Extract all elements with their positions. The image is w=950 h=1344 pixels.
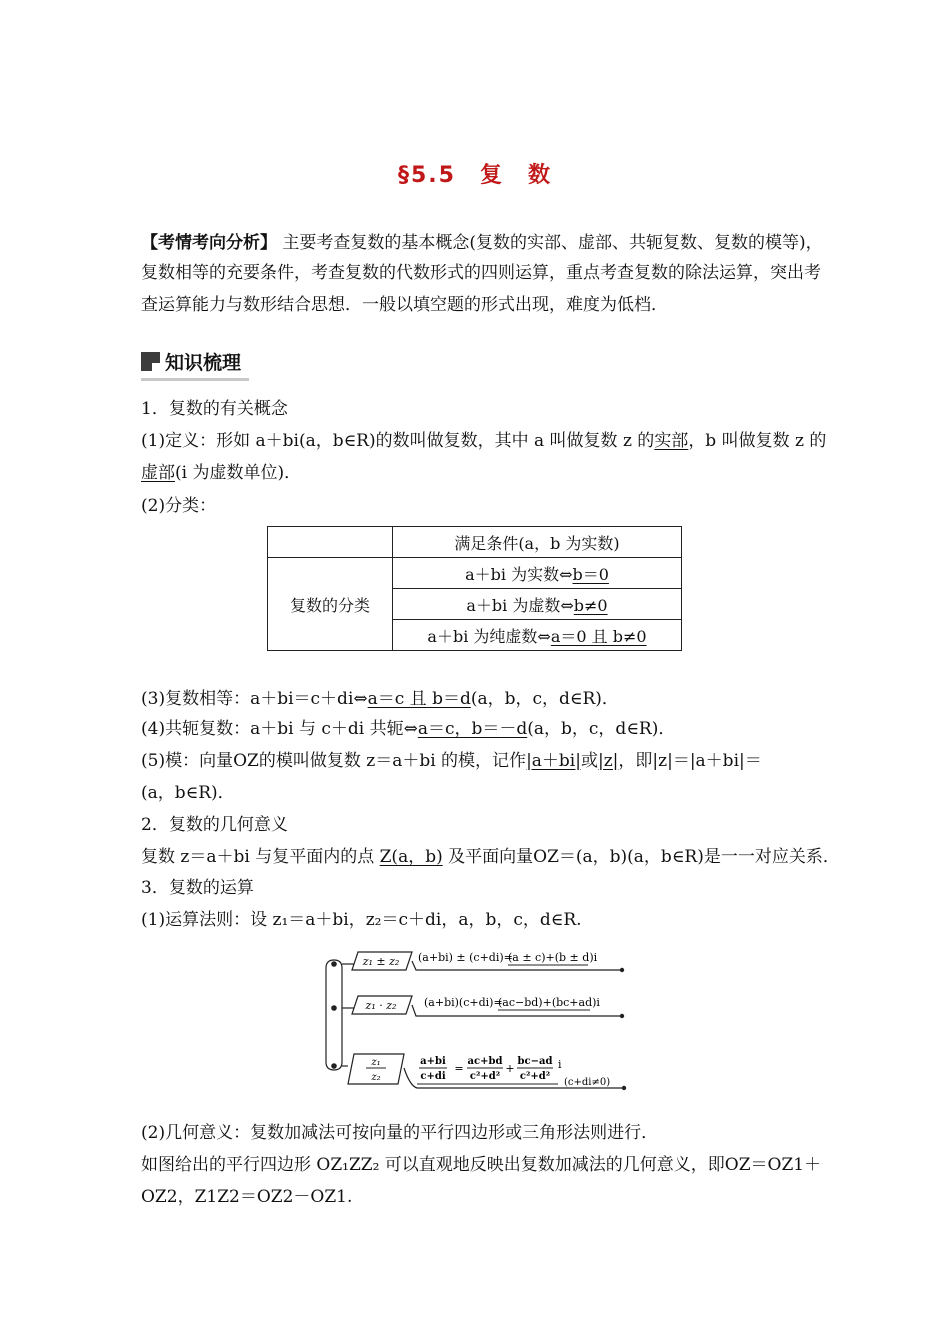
table-row (393, 620, 682, 651)
end-dot (620, 1014, 624, 1018)
s2-text (141, 846, 840, 868)
conj-text-b: (a，b，c，d∈R)． (527, 719, 676, 739)
op-sum: z₁ ± z₂ (362, 955, 400, 968)
f3-d2: c²+d² (519, 1071, 551, 1082)
f3-n2: bc−ad (517, 1056, 553, 1067)
f3-d1: c²+d² (469, 1071, 501, 1082)
conj-text-a: (4)共轭复数：a＋bi 与 c＋di 共轭⇔ (141, 719, 418, 739)
row-prefix: a＋bi 为虚数⇔ (466, 595, 574, 615)
table-row (393, 558, 682, 589)
s1-definition-cont (141, 462, 301, 484)
mod-or: 或 (580, 751, 598, 771)
s3-geo-3: OZ2，Z1Z2＝OZ2－OZ1. (141, 1187, 353, 1207)
op-product: z₁ · z₂ (365, 999, 397, 1012)
def-real-part: 实部 (654, 431, 689, 451)
s2-heading: 2．复数的几何意义 (141, 815, 288, 835)
conj-cond: a＝c，b＝－d (417, 719, 528, 739)
s1-definition (141, 430, 826, 452)
def-text-c: (i 为虚数单位)． (175, 463, 302, 483)
s3-heading: 3．复数的运算 (141, 878, 254, 898)
formula-1a: (a+bi) ± (c+di)= (418, 951, 513, 964)
mod-notation-2: |z| (597, 751, 619, 771)
s2-point: Z(a，b) (379, 847, 443, 867)
eq-text-b: (a，b，c，d∈R)． (470, 689, 619, 709)
analysis-line-1 (141, 232, 823, 254)
f3-den: c+di (420, 1071, 446, 1082)
section-heading-text: 知识梳理 (165, 352, 242, 374)
s1-equality (141, 688, 619, 710)
f3-plus: + (505, 1062, 515, 1075)
s1-modulus (141, 750, 762, 772)
row-cond: b≠0 (573, 595, 608, 615)
table-row (393, 589, 682, 620)
s1-conjugate (141, 718, 675, 740)
bullet-dot (331, 1005, 337, 1011)
analysis-line-3: 查运算能力与数形结合思想．一般以填空题的形式出现，难度为低档． (141, 295, 668, 315)
f3-i: i (558, 1058, 562, 1071)
s1-classify: (2)分类： (141, 496, 217, 516)
end-dot (622, 1086, 626, 1090)
s1-modulus-cont: (a，b∈R)． (141, 783, 235, 803)
analysis-text-1: 主要考查复数的基本概念(复数的实部、虚部、共轭复数、复数的模等)， (282, 233, 823, 253)
mod-notation-1: |a＋bi| (526, 751, 581, 771)
formula-1b: (a ± c)+(b ± d)i (508, 951, 598, 964)
f3-n1: ac+bd (467, 1056, 503, 1067)
eq-text-a: (3)复数相等：a＋bi＝c＋di⇔ (141, 689, 368, 709)
op-quot-den: z₂ (371, 1072, 381, 1083)
bullet-dot (331, 1063, 337, 1069)
s2-text-a: 复数 z＝a＋bi 与复平面内的点 (141, 847, 380, 867)
f3-equals: = (454, 1062, 464, 1075)
s3-geo-2: 如图给出的平行四边形 OZ₁ZZ₂ 可以直观地反映出复数加减法的几何意义，即OZ＝OZ1＋ (141, 1155, 822, 1175)
f3-cond: (c+di≠0) (564, 1077, 611, 1088)
row-cond: b＝0 (572, 564, 609, 584)
formula-2b: (ac−bd)+(bc+ad)i (498, 996, 600, 1009)
mod-text-b: ，即|z|＝|a＋bi|＝ (618, 751, 762, 771)
def-text-b: ，b 叫做复数 z 的 (688, 431, 827, 451)
section-square-icon (141, 352, 160, 371)
classification-table (267, 526, 682, 651)
operations-diagram (320, 944, 640, 1104)
row-prefix: a＋bi 为实数⇔ (465, 564, 573, 584)
row-prefix: a＋bi 为纯虚数⇔ (427, 626, 551, 646)
def-text-a: (1)定义：形如 a＋bi(a，b∈R)的数叫做复数，其中 a 叫做复数 z 的 (141, 431, 655, 451)
eq-cond: a＝c 且 b＝d (367, 689, 471, 709)
table-empty-cell (268, 527, 393, 558)
def-imag-part: 虚部 (141, 463, 175, 483)
table-header: 满足条件(a，b 为实数) (393, 527, 682, 558)
page-title: §5.5 复 数 (398, 163, 552, 188)
s3-geo: (2)几何意义：复数加减法可按向量的平行四边形或三角形法则进行． (141, 1123, 659, 1143)
analysis-label: 【考情考向分析】 (141, 233, 277, 253)
section-underline (141, 378, 249, 381)
s1-heading: 1．复数的有关概念 (141, 399, 288, 419)
op-quot-num: z₁ (371, 1057, 381, 1068)
end-dot (620, 968, 624, 972)
row-cond: a＝0 且 b≠0 (550, 626, 647, 646)
mod-text-a: (5)模：向量OZ的模叫做复数 z＝a＋bi 的模，记作 (141, 751, 527, 771)
f3-num: a+bi (420, 1056, 446, 1067)
analysis-line-2: 复数相等的充要条件，考查复数的代数形式的四则运算，重点考查复数的除法运算，突出考 (141, 263, 821, 283)
formula-2a: (a+bi)(c+di)= (424, 996, 503, 1009)
bullet-dot (331, 961, 337, 967)
s2-text-b: 及平面向量OZ＝(a，b)(a，b∈R)是一一对应关系． (442, 847, 840, 867)
s3-rules: (1)运算法则：设 z₁＝a＋bi，z₂＝c＋di，a，b，c，d∈R. (141, 910, 582, 930)
table-row-label: 复数的分类 (268, 558, 393, 651)
bracket-pipe (326, 960, 342, 1070)
